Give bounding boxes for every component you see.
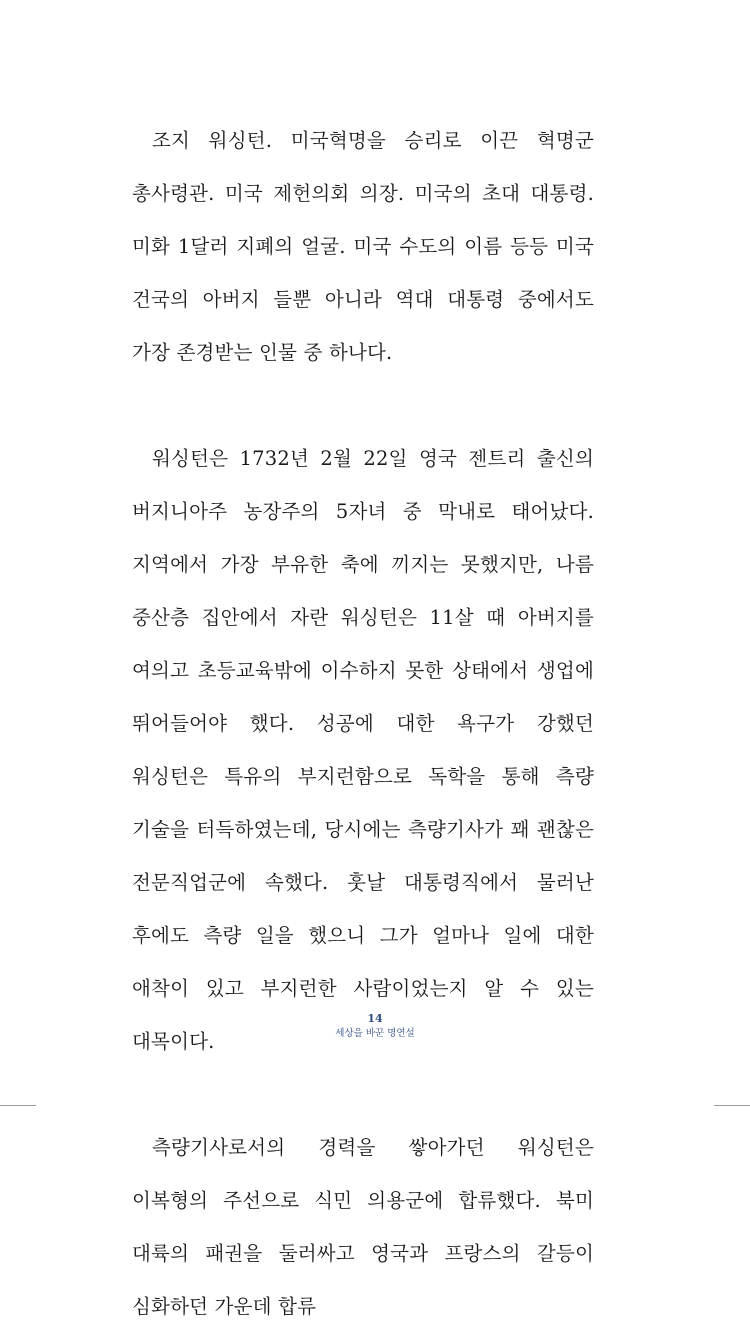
crop-mark-left xyxy=(0,1105,36,1106)
book-title: 세상을 바꾼 명연설 xyxy=(335,1028,415,1039)
page-footer xyxy=(0,1012,750,1042)
page-body xyxy=(132,114,594,1333)
page-number: 14 xyxy=(367,1012,383,1025)
crop-mark-right xyxy=(714,1105,750,1106)
paragraph-3: 측량기사로서의 경력을 쌓아가던 워싱턴은 이복형의 주선으로 식민 의용군에 합류했다. 북미 대륙의 패권을 둘러싸고 영국과 프랑스의 갈등이 심화하던 가운데 합류 xyxy=(132,1136,594,1318)
paragraph-2: 워싱턴은 1732년 2월 22일 영국 젠트리 출신의 버지니아주 농장주의 5자녀 중 막내로 태어났다. 지역에서 가장 부유한 축에 끼지는 못했지만, 나름 중산층 집안에서 자란 워싱턴은 11살 때 아버지를 여의고 초등교육밖에 이수하지 못한 상태에서 생업에 뛰어들어야 했다. 성공에 대한 욕구가 강했던 워싱턴은 특유의 부지런함으로 독학을 통해 측량 기술을 터득하였는데, 당시에는 측량기사가 꽤 괜찮은 전문직업군에 속했다. 훗날 대통령직에서 물러난 후에도 측량 일을 했으니 그가 얼마나 일에 대한 애착이 있고 부지런한 사람이었는지 알 수 있는 대목이다. xyxy=(132,447,594,1053)
paragraph-1: 조지 워싱턴. 미국혁명을 승리로 이끈 혁명군 총사령관. 미국 제헌의회 의장. 미국의 초대 대통령. 미화 1달러 지폐의 얼굴. 미국 수도의 이름 등등 미국 건국의 아버지 들뿐 아니라 역대 대통령 중에서도 가장 존경받는 인물 중 하나다. xyxy=(132,129,594,364)
